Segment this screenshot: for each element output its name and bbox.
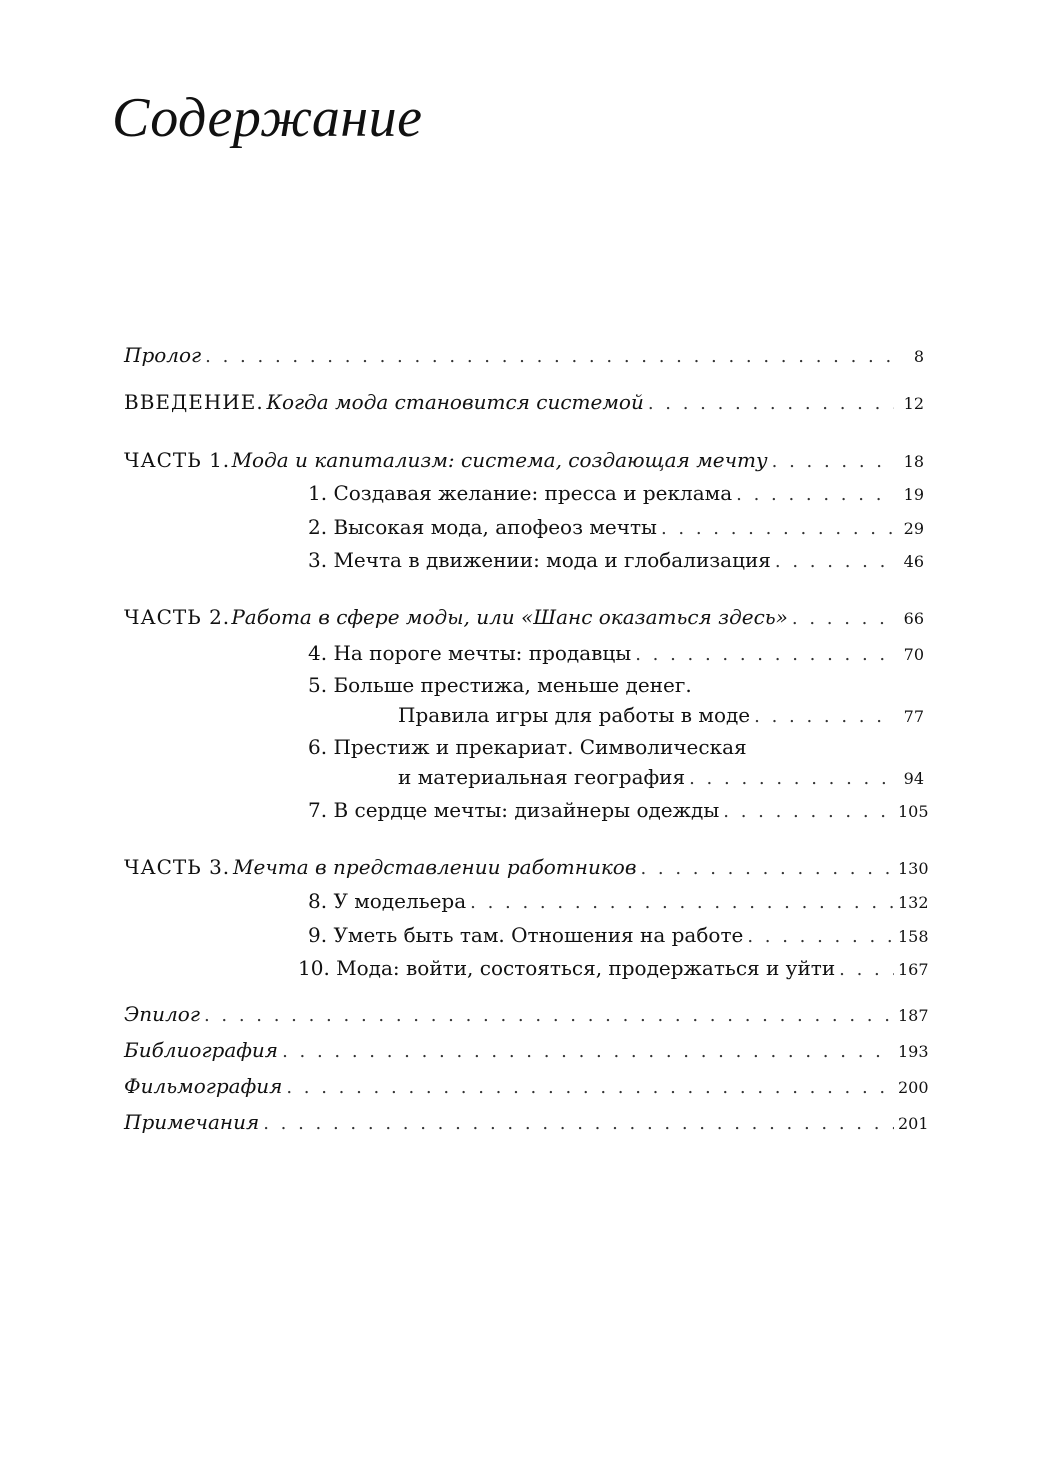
dot-leader — [747, 922, 894, 952]
page-number: 187 — [898, 1006, 929, 1025]
page-number: 29 — [903, 519, 924, 538]
page-number: 66 — [903, 609, 924, 628]
page-number: 18 — [903, 452, 924, 471]
page-number: 201 — [898, 1114, 929, 1133]
toc-entry-chapter-7[interactable] — [308, 795, 929, 825]
toc-entry-notes[interactable] — [124, 1107, 929, 1137]
toc-entry-chapter-5[interactable] — [398, 700, 924, 730]
dot-leader — [640, 854, 894, 884]
toc-entry-chapter-1[interactable] — [308, 478, 924, 508]
toc-entry-chapter-3[interactable] — [308, 545, 924, 575]
section-prefix: ВВЕДЕНИЕ. — [124, 390, 264, 414]
dot-leader — [661, 514, 894, 544]
toc-entry-title: Работа в сфере моды, или «Шанс оказаться здесь» — [231, 605, 788, 629]
toc-entry-intro[interactable] — [124, 387, 924, 417]
toc-entry-epilogue[interactable] — [124, 999, 929, 1029]
dot-leader — [723, 797, 894, 827]
toc-entry-label: 10. Мода: войти, состояться, продержаться и уйти — [298, 956, 836, 980]
toc-entry-label: 4. На пороге мечты: продавцы — [308, 641, 632, 665]
toc-entry-part2[interactable] — [124, 602, 924, 632]
dot-leader — [775, 547, 894, 577]
dot-leader — [754, 702, 894, 732]
toc-entry-label: Примечания — [124, 1110, 260, 1134]
dot-leader — [839, 955, 894, 985]
page-title: Содержание — [112, 87, 423, 149]
toc-entry-label: 2. Высокая мода, апофеоз мечты — [308, 515, 657, 539]
toc-entry-chapter-9[interactable] — [308, 920, 929, 950]
toc-entry-label: 8. У модельера — [308, 889, 467, 913]
dot-leader — [282, 1037, 894, 1067]
dot-leader — [792, 604, 894, 634]
toc-entry-label: Пролог — [124, 343, 202, 367]
toc-entry-chapter-8[interactable] — [308, 886, 929, 916]
page-number: 46 — [903, 552, 924, 571]
section-prefix: ЧАСТЬ 1. — [124, 448, 231, 472]
toc-entry-title: Мечта в представлении работников — [233, 855, 637, 879]
toc-entry-label: Фильмография — [124, 1074, 283, 1098]
page-number: 105 — [898, 802, 929, 821]
toc-entry-label: Правила игры для работы в моде — [398, 703, 751, 727]
toc-entry-part1[interactable] — [124, 445, 924, 475]
toc-entry-chapter-2[interactable] — [308, 512, 924, 542]
toc-entry-title: Когда мода становится системой — [266, 390, 644, 414]
dot-leader — [205, 342, 894, 372]
dot-leader — [772, 447, 894, 477]
toc-entry-chapter-10[interactable] — [298, 953, 929, 983]
dot-leader — [470, 888, 894, 918]
dot-leader — [648, 389, 894, 419]
toc-entry-filmography[interactable] — [124, 1071, 929, 1101]
dot-leader — [689, 764, 894, 794]
toc-entry-label: Эпилог — [124, 1002, 200, 1026]
page-number: 77 — [903, 707, 924, 726]
toc-entry-prologue[interactable] — [124, 340, 924, 370]
page-number: 167 — [898, 960, 929, 979]
toc-entry-chapter-6[interactable] — [398, 762, 924, 792]
toc-entry-label: 9. Уметь быть там. Отношения на работе — [308, 923, 744, 947]
page-number: 132 — [898, 893, 929, 912]
toc-entry-bibliography[interactable] — [124, 1035, 929, 1065]
dot-leader — [204, 1001, 894, 1031]
toc-entry-part3[interactable] — [124, 852, 929, 882]
toc-entry-chapter-5-line1[interactable]: 5. Больше престижа, меньше денег. — [308, 673, 692, 697]
page-number: 19 — [903, 485, 924, 504]
toc-entry-label: и материальная география — [398, 765, 686, 789]
toc-entry-label: 7. В сердце мечты: дизайнеры одежды — [308, 798, 720, 822]
page-number: 8 — [913, 347, 924, 366]
page-number: 12 — [903, 394, 924, 413]
toc-entry-chapter-6-line1[interactable]: 6. Престиж и прекариат. Символическая — [308, 735, 747, 759]
dot-leader — [286, 1073, 894, 1103]
toc-entry-label: 1. Создавая желание: пресса и реклама — [308, 481, 733, 505]
toc-entry-label: 3. Мечта в движении: мода и глобализация — [308, 548, 771, 572]
section-prefix: ЧАСТЬ 3. — [124, 855, 231, 879]
toc-entry-label: Библиография — [124, 1038, 279, 1062]
page-number: 158 — [898, 927, 929, 946]
dot-leader — [263, 1109, 894, 1139]
toc-entry-title: Мода и капитализм: система, создающая мечту — [231, 448, 768, 472]
dot-leader — [635, 640, 894, 670]
page-number: 193 — [898, 1042, 929, 1061]
page-number: 200 — [898, 1078, 929, 1097]
section-prefix: ЧАСТЬ 2. — [124, 605, 231, 629]
dot-leader — [736, 480, 894, 510]
page-number: 70 — [903, 645, 924, 664]
page-number: 130 — [898, 859, 929, 878]
toc-entry-chapter-4[interactable] — [308, 638, 924, 668]
page-number: 94 — [903, 769, 924, 788]
